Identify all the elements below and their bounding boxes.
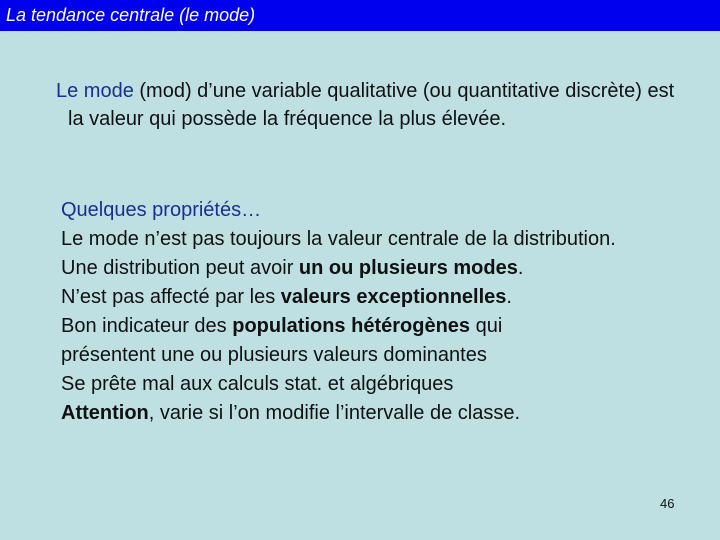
mode-definition: [56, 77, 688, 133]
property-line: [61, 254, 681, 283]
property-emphasis: Attention: [61, 402, 149, 424]
property-line: [61, 399, 681, 428]
property-text: Se prête mal aux calculs stat. et algébriques: [61, 373, 454, 395]
property-line: [61, 283, 681, 312]
property-text: N’est pas affecté par les: [61, 286, 281, 308]
property-line: [61, 225, 621, 254]
slide-title: La tendance centrale (le mode): [6, 5, 256, 25]
property-text: Une distribution peut avoir: [61, 257, 299, 279]
property-emphasis: populations hétérogènes: [232, 315, 471, 337]
property-text: .: [506, 286, 512, 308]
property-line: [61, 312, 601, 370]
definition-text: (mod) d’une variable qualitative (ou quantitative discrète) est la valeur qui possède la fréquence la plus élevée.: [68, 80, 675, 130]
properties-heading-text: Quelques propriétés: [61, 199, 242, 221]
page-number: 46: [660, 496, 675, 511]
property-text: Le mode n’est pas toujours la valeur centrale de la distribution.: [61, 228, 616, 250]
properties-heading: [61, 196, 681, 225]
property-text: Bon indicateur des: [61, 315, 233, 337]
property-text: , varie si l’on modifie l’intervalle de classe.: [148, 402, 521, 424]
title-bar: [0, 0, 720, 31]
property-line: [61, 370, 681, 399]
property-emphasis: valeurs exceptionnelles: [280, 286, 507, 308]
property-text: .: [517, 257, 524, 279]
properties-heading-ellipsis: …: [241, 199, 262, 221]
property-emphasis: un ou plusieurs modes: [298, 257, 518, 279]
definition-term: Le mode: [56, 80, 134, 102]
property-text: qui présentent une ou plusieurs valeurs dominantes: [61, 315, 503, 366]
properties-list: [61, 196, 681, 428]
